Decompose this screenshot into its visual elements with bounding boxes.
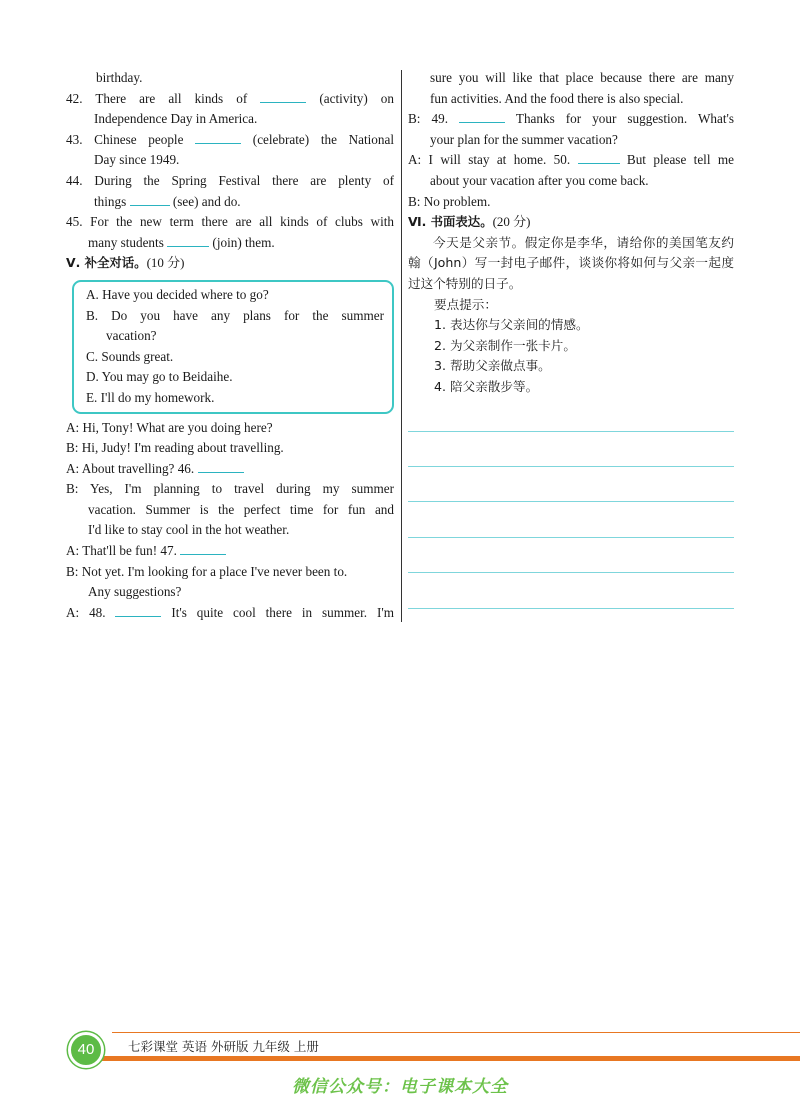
q45-line2: many students (join) them. xyxy=(88,234,275,250)
right-line-7: B: No problem. xyxy=(408,193,491,209)
options-box xyxy=(72,280,394,414)
option-b: B. Do you have any plans for the summer xyxy=(86,307,384,323)
option-d: D. You may go to Beidaihe. xyxy=(86,369,233,385)
q45-line1: 45. For the new term there are all kinds of clubs with xyxy=(66,214,394,230)
q41-tail: birthday. xyxy=(96,70,143,85)
q49-blank[interactable] xyxy=(459,110,505,123)
option-b-cont: vacation? xyxy=(106,328,157,344)
writing-line-1[interactable] xyxy=(408,431,734,432)
dialog-line-6: I'd like to stay cool in the hot weather. xyxy=(88,522,290,538)
q42-line1: 42. There are all kinds of (activity) on xyxy=(66,90,394,106)
dialog-line-2: B: Hi, Judy! I'm reading about travelling. xyxy=(66,440,284,456)
q44-line1: 44. During the Spring Festival there are plenty of xyxy=(66,172,394,188)
dialog-line-10: A: 48. It's quite cool there in summer. I'm xyxy=(66,604,394,620)
left-column xyxy=(66,68,394,623)
option-e: E. I'll do my homework. xyxy=(86,389,215,405)
q46-blank[interactable] xyxy=(198,460,244,473)
option-a: A. Have you decided where to go? xyxy=(86,286,269,302)
footer-rule xyxy=(112,1032,800,1033)
option-c: C. Sounds great. xyxy=(86,348,174,364)
right-line-5: A: I will stay at home. 50. But please tell me xyxy=(408,152,734,168)
right-line-3: B: 49. Thanks for your suggestion. What's xyxy=(408,111,735,127)
tips-title: 要点提示： xyxy=(434,296,497,312)
dialog-line-9: Any suggestions? xyxy=(88,584,182,600)
dialog-line-3: A: About travelling? 46. xyxy=(66,459,394,480)
section-6-heading: Ⅵ. 书面表达。(20 分) xyxy=(408,214,531,230)
book-title: 七彩课堂 英语 外研版 九年级 上册 xyxy=(128,1039,319,1054)
writing-prompt: 今天是父亲节。假定你是李华，请给你的美国笔友约翰（John）写一封电子邮件，谈谈你将如何与父亲一起度过这个特别的日子。 xyxy=(408,234,734,291)
right-column xyxy=(408,68,734,398)
writing-line-2[interactable] xyxy=(408,466,734,467)
tip-4: 4. 陪父亲散步等。 xyxy=(434,378,539,394)
writing-line-3[interactable] xyxy=(408,501,734,502)
writing-line-5[interactable] xyxy=(408,572,734,573)
page-number: 40 xyxy=(68,1032,104,1068)
dialog-line-7: A: That'll be fun! 47. xyxy=(66,541,394,562)
right-line-6: about your vacation after you come back. xyxy=(430,172,649,188)
q47-blank[interactable] xyxy=(180,542,226,555)
footer-bar xyxy=(86,1056,800,1061)
writing-line-4[interactable] xyxy=(408,537,734,538)
q43-line2: Day since 1949. xyxy=(94,152,180,168)
q48-blank[interactable] xyxy=(115,604,161,617)
q43-blank[interactable] xyxy=(195,131,241,144)
tip-3: 3. 帮助父亲做点事。 xyxy=(434,358,551,374)
q45-blank[interactable] xyxy=(167,234,209,247)
right-line-2: fun activities. And the food there is also special. xyxy=(430,90,684,106)
writing-line-6[interactable] xyxy=(408,608,734,609)
column-divider xyxy=(401,70,402,622)
q42-blank[interactable] xyxy=(260,90,306,103)
dialog-line-8: B: Not yet. I'm looking for a place I've never been to. xyxy=(66,563,348,579)
right-line-4: your plan for the summer vacation? xyxy=(430,131,618,147)
q44-line2: things (see) and do. xyxy=(94,193,241,209)
q43-line1: 43. Chinese people (celebrate) the National xyxy=(66,131,395,147)
dialog-line-5: vacation. Summer is the perfect time for fun and xyxy=(88,501,394,517)
q42-line2: Independence Day in America. xyxy=(94,111,258,127)
dialog-line-1: A: Hi, Tony! What are you doing here? xyxy=(66,419,273,435)
q50-blank[interactable] xyxy=(578,151,620,164)
watermark: 微信公众号：电子课本大全 xyxy=(292,1077,508,1097)
tip-1: 1. 表达你与父亲间的情感。 xyxy=(434,317,589,333)
section-5-heading: Ⅴ. 补全对话。(10 分) xyxy=(66,255,185,271)
q44-blank[interactable] xyxy=(130,193,170,206)
dialog-line-4: B: Yes, I'm planning to travel during my summer xyxy=(66,481,394,497)
tip-2: 2. 为父亲制作一张卡片。 xyxy=(434,337,576,353)
right-line-1: sure you will like that place because there are many xyxy=(430,70,734,85)
